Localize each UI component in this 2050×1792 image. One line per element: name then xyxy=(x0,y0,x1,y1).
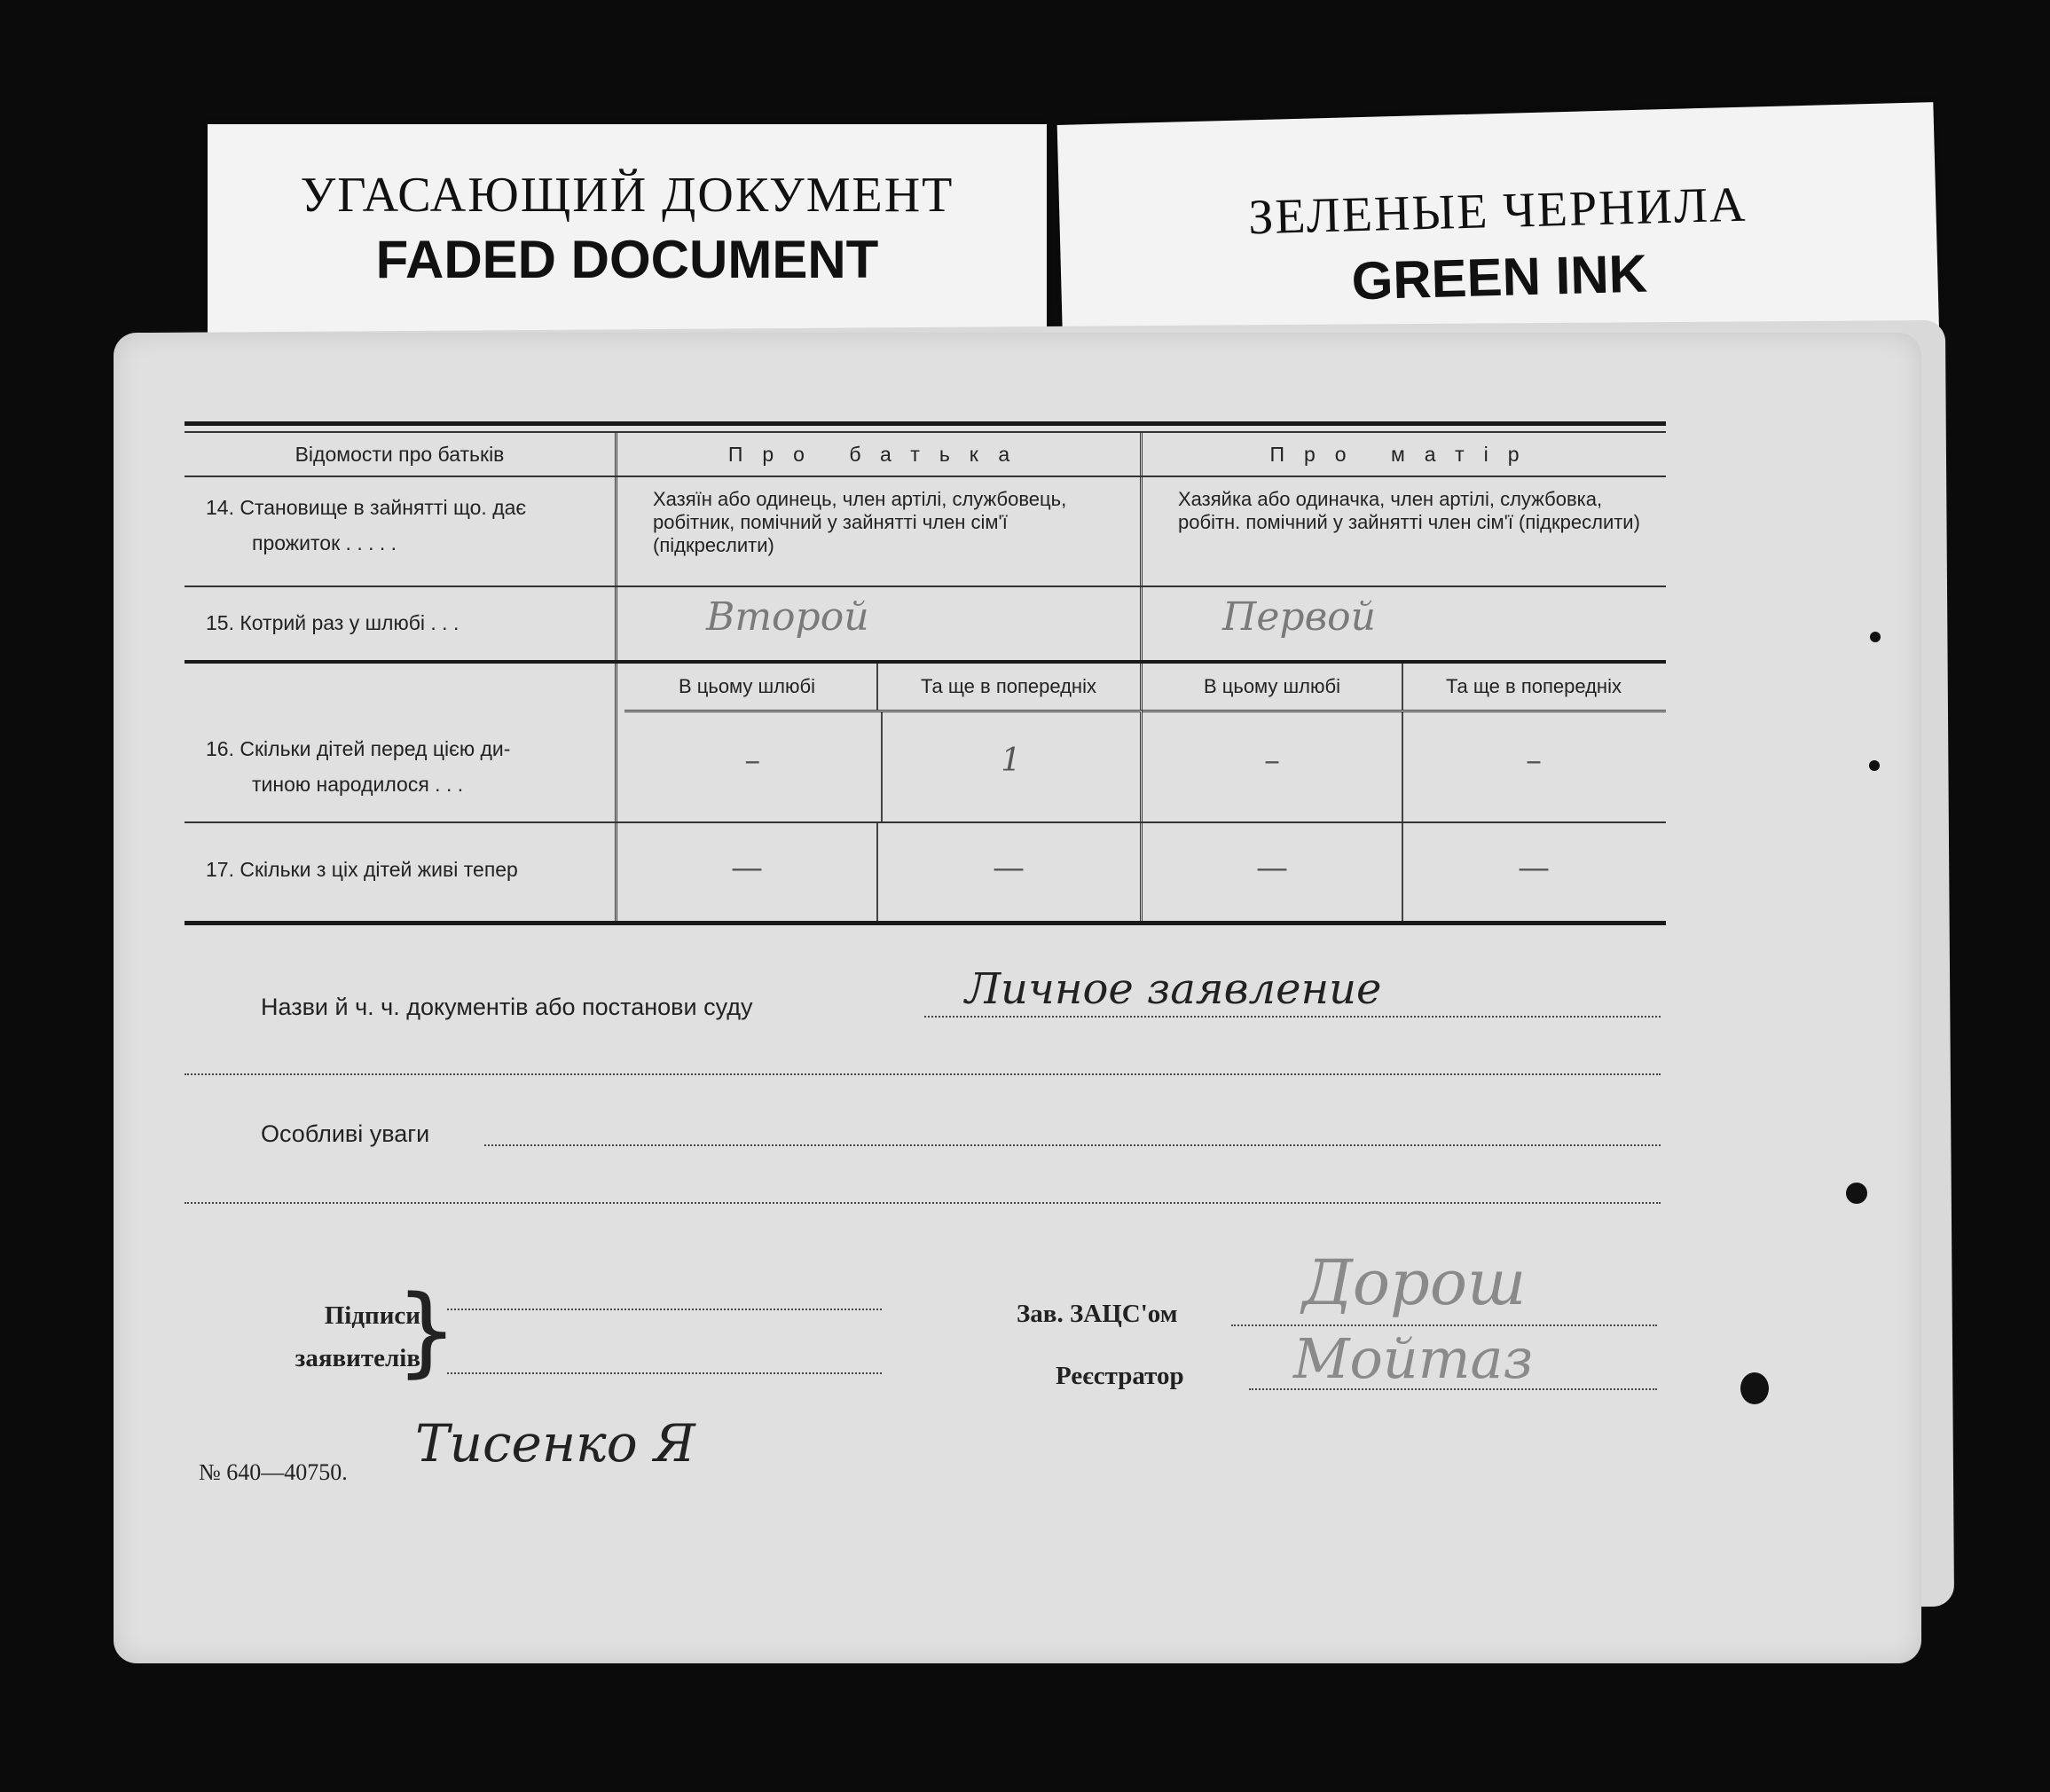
subheader-father-in-marriage: В цьому шлюбі xyxy=(617,664,878,710)
zags-head-signature: Дорош xyxy=(1302,1246,1527,1319)
applicants-label-line2: заявителів xyxy=(295,1344,420,1372)
header-about-father: Про батька xyxy=(617,433,1143,476)
header-parents-info: Відомости про батьків xyxy=(185,433,617,476)
row17-mother-values xyxy=(1143,823,1666,921)
table-bottom-rule xyxy=(185,921,1666,925)
row14-mother-options: Хазяйка або одиначка, член артілі, службовка, робітн. помічний у зайнятті член сім'ї (підкреслити) xyxy=(1178,488,1640,533)
documents-handwritten: Личное заявление xyxy=(965,964,1382,1014)
remarks-label: Особливі уваги xyxy=(261,1120,430,1147)
row14-label xyxy=(185,477,617,586)
row16-label xyxy=(185,710,617,821)
row17-mother-in-marriage: — xyxy=(1143,823,1403,921)
documents-label: Назви й ч. ч. документів або постанови суду xyxy=(261,994,753,1020)
row15-label: 15. Котрий раз у шлюбі . . . xyxy=(185,587,617,660)
punch-hole xyxy=(1870,632,1881,642)
applicants-label-line1: Підписи xyxy=(324,1301,420,1330)
subheader-mother-in-marriage: В цьому шлюбі xyxy=(1143,664,1403,710)
row16-mother-previous: – xyxy=(1526,743,1542,779)
row16-father-in-marriage: – xyxy=(624,712,883,821)
parents-info-table xyxy=(185,421,1666,925)
form-number: № 640—40750. xyxy=(199,1459,348,1485)
subheader-father-previous: Та ще в попередніх xyxy=(921,675,1096,697)
row16-label-line2: тиною народилося . . . xyxy=(252,773,464,796)
table-row-15 xyxy=(185,587,1666,660)
row15-father-handwritten: Второй xyxy=(617,587,1143,660)
father-subheaders xyxy=(617,664,1143,710)
flag-left-en: FADED DOCUMENT xyxy=(375,230,879,289)
table-header-row xyxy=(185,433,1666,476)
row17-father-values xyxy=(617,823,1143,921)
punch-hole xyxy=(1740,1372,1769,1404)
row14-father-options: Хазяїн або одинець, член артілі, службовець, робітник, помічний у зайнятті член сім'ї (підкреслити) xyxy=(617,477,1143,586)
row17-father-in-marriage: — xyxy=(617,823,878,921)
row16-father-values xyxy=(624,710,1143,821)
flag-left-ru: УГАСАЮЩИЙ ДОКУМЕНТ xyxy=(300,168,954,223)
remarks-line-2 xyxy=(185,1202,1661,1204)
row17-label: 17. Скільки з ціх дітей живі тепер xyxy=(185,823,617,921)
register-sheet xyxy=(114,333,1921,1663)
children-subheader-row xyxy=(185,664,1666,710)
subheader-blank xyxy=(185,664,617,710)
punch-hole xyxy=(1869,760,1880,771)
registrar-label: Реєстратор xyxy=(1056,1362,1184,1390)
row17-father-previous: — xyxy=(993,850,1025,886)
row15-mother-handwritten: Первой xyxy=(1222,594,1377,640)
faded-document-flag xyxy=(208,124,1047,337)
row14-label-line1: 14. Становище в зайнятті що. дає xyxy=(206,496,527,519)
subheader-mother-previous: Та ще в попередніх xyxy=(1446,675,1622,697)
row14-label-line2: прожиток . . . . . xyxy=(252,531,397,554)
documents-line-2 xyxy=(185,1073,1661,1075)
row16-mother-values xyxy=(1143,710,1666,821)
header-about-mother: Про матір xyxy=(1269,443,1539,466)
punch-hole xyxy=(1846,1183,1867,1204)
registrar-signature: Мойтаз xyxy=(1293,1326,1534,1391)
table-row-16 xyxy=(185,710,1666,821)
row17-mother-previous: — xyxy=(1518,850,1550,886)
table-row-17 xyxy=(185,823,1666,921)
remarks-line xyxy=(484,1144,1661,1146)
documents-line xyxy=(924,1016,1661,1018)
mother-subheaders xyxy=(1143,664,1666,710)
applicants-brace: } xyxy=(396,1274,458,1387)
flag-right-en: GREEN INK xyxy=(1350,243,1648,311)
applicant-signature-line-1 xyxy=(447,1309,882,1310)
row16-father-previous: 1 xyxy=(1001,743,1022,779)
zags-head-label: Зав. ЗАЦС'ом xyxy=(1017,1300,1178,1328)
table-row-14 xyxy=(185,477,1666,586)
applicant-signature-line-2 xyxy=(447,1372,882,1374)
handwritten-note: Тисенко Я xyxy=(415,1413,695,1474)
row16-label-line1: 16. Скільки дітей перед цією ди- xyxy=(206,737,511,760)
flag-right-ru: ЗЕЛЕНЫЕ ЧЕРНИЛА xyxy=(1247,177,1748,246)
row16-mother-in-marriage: – xyxy=(1143,712,1403,821)
